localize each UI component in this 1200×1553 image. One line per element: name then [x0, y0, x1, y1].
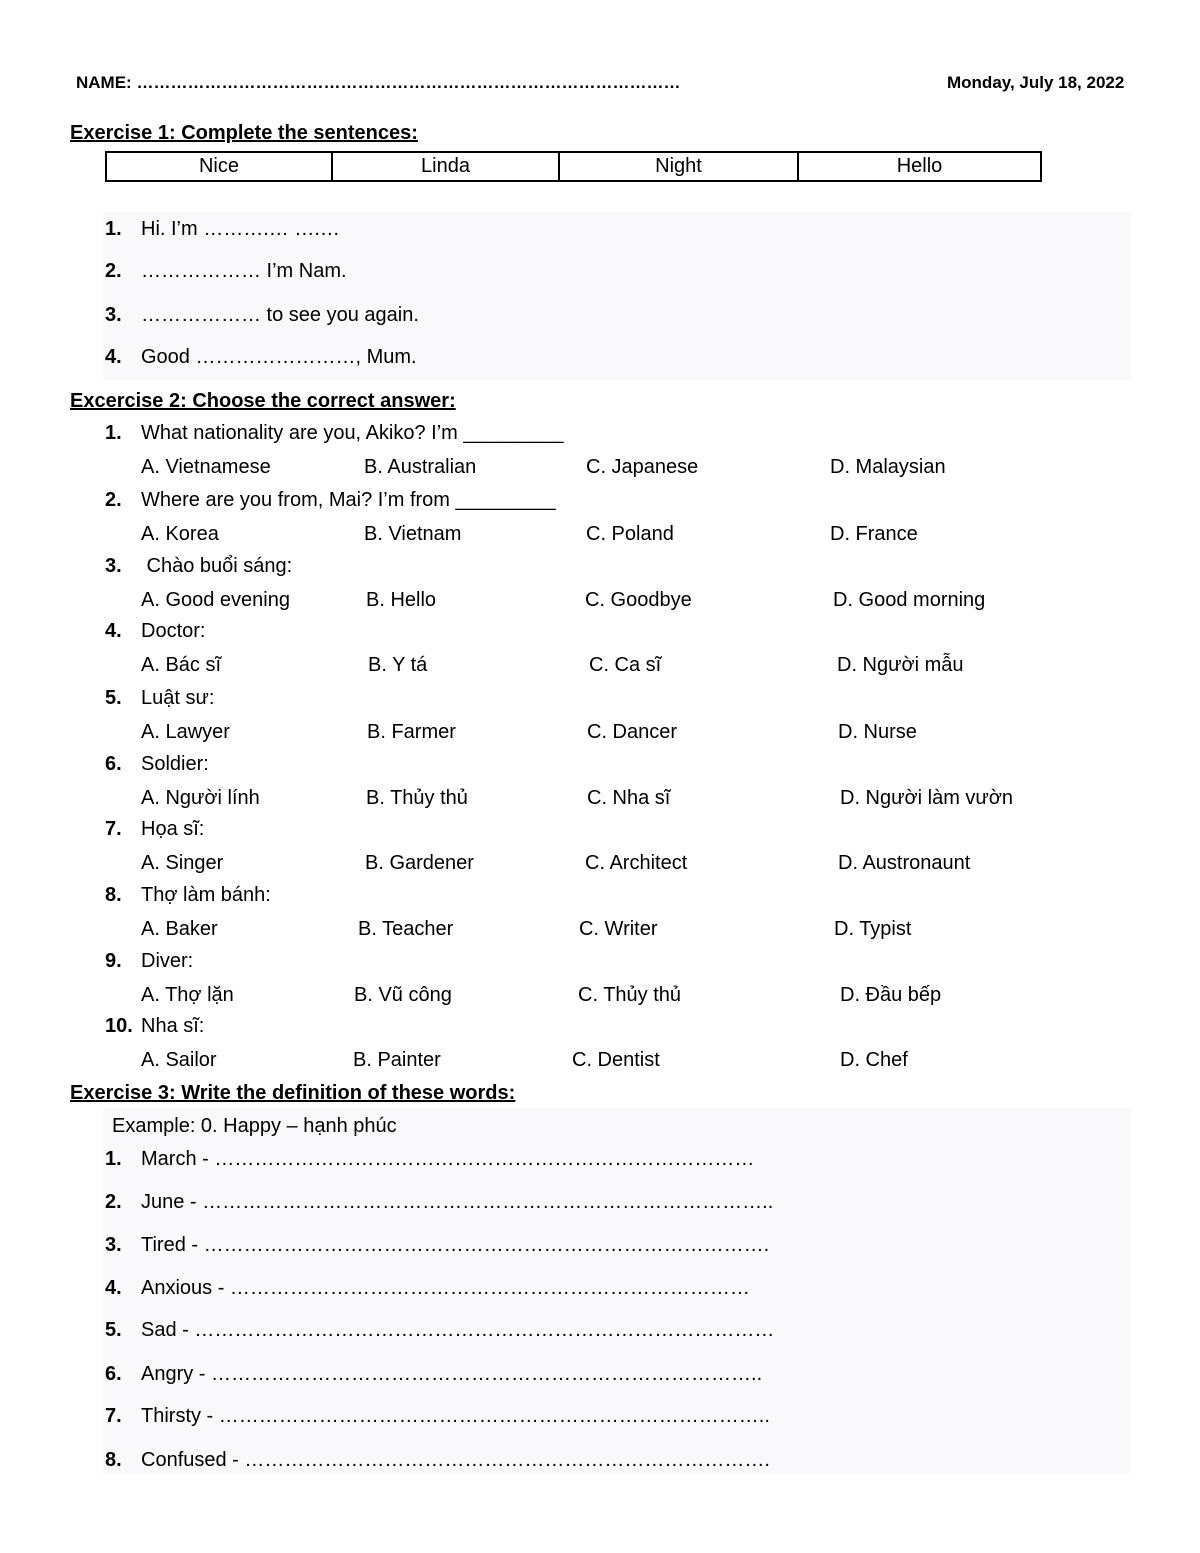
answer-option-b[interactable]: B. Australian: [364, 456, 477, 478]
ex2-question-3: [105, 555, 292, 578]
answer-option-d[interactable]: D. Typist: [834, 918, 912, 940]
ex2-question-2: [105, 489, 556, 512]
answer-option-d[interactable]: D. Good morning: [833, 589, 986, 611]
ex3-item-7: [105, 1405, 770, 1428]
definition-line[interactable]: Anxious - ……………………………………………………………………: [141, 1277, 750, 1299]
answer-option-b[interactable]: B. Hello: [366, 589, 437, 611]
answer-option-c[interactable]: C. Dancer: [587, 721, 678, 743]
answer-option-c[interactable]: C. Thủy thủ: [578, 984, 682, 1006]
word-bank-cell: Hello: [798, 152, 1041, 181]
ex2-question-7: [105, 818, 204, 841]
item-number: 4.: [105, 1277, 122, 1299]
ex1-item-1: [105, 218, 340, 241]
answer-option-a[interactable]: A. Good evening: [141, 589, 290, 611]
answer-option-a[interactable]: A. Bác sĩ: [141, 654, 222, 676]
answer-option-b[interactable]: B. Farmer: [367, 721, 456, 743]
answer-option-d[interactable]: D. Đầu bếp: [840, 984, 942, 1006]
ex2-question-10: [105, 1015, 204, 1038]
question-number: 1.: [105, 422, 122, 444]
answer-option-a[interactable]: A. Vietnamese: [141, 456, 271, 478]
question-text: Chào buổi sáng:: [141, 555, 293, 577]
answer-option-b[interactable]: B. Gardener: [365, 852, 474, 874]
question-text: What nationality are you, Akiko? I’m _________: [141, 422, 564, 444]
answer-option-d[interactable]: D. Austronaunt: [838, 852, 971, 874]
ex2-question-6: [105, 753, 209, 776]
answer-option-b[interactable]: B. Teacher: [358, 918, 454, 940]
answer-option-c[interactable]: C. Goodbye: [585, 589, 692, 611]
word-bank-cell: Nice: [106, 152, 332, 181]
answer-option-b[interactable]: B. Thủy thủ: [366, 787, 468, 809]
answer-option-a[interactable]: A. Korea: [141, 523, 219, 545]
answer-option-a[interactable]: A. Sailor: [141, 1049, 217, 1071]
ex1-item-3: [105, 304, 419, 327]
answer-option-c[interactable]: C. Poland: [586, 523, 674, 545]
answer-option-d[interactable]: D. France: [830, 523, 918, 545]
item-number: 5.: [105, 1319, 122, 1341]
answer-option-c[interactable]: C. Nha sĩ: [587, 787, 671, 809]
answer-option-b[interactable]: B. Y tá: [368, 654, 428, 676]
sentence-text: ……………… to see you again.: [141, 304, 419, 326]
question-text: Doctor:: [141, 620, 206, 642]
definition-line[interactable]: March - ………………………………………………………………………: [141, 1148, 755, 1170]
item-number: 1.: [105, 218, 122, 240]
item-number: 3.: [105, 1234, 122, 1256]
answer-option-c[interactable]: C. Japanese: [586, 456, 699, 478]
ex2-question-1: [105, 422, 563, 445]
question-text: Diver:: [141, 950, 194, 972]
answer-option-a[interactable]: A. Singer: [141, 852, 224, 874]
word-bank-cell: Linda: [332, 152, 559, 181]
question-number: 7.: [105, 818, 122, 840]
answer-option-d[interactable]: D. Chef: [840, 1049, 908, 1071]
question-text: Where are you from, Mai? I’m from _________: [141, 489, 556, 511]
word-bank-table: [105, 151, 1042, 182]
question-number: 3.: [105, 555, 122, 577]
answer-option-a[interactable]: A. Người lính: [141, 787, 260, 809]
ex2-question-5: [105, 687, 214, 710]
answer-option-c[interactable]: C. Writer: [579, 918, 658, 940]
answer-option-c[interactable]: C. Architect: [585, 852, 688, 874]
definition-line[interactable]: Confused - …………………………………………………………………….: [141, 1449, 770, 1471]
answer-option-a[interactable]: A. Lawyer: [141, 721, 230, 743]
question-text: Luật sư:: [141, 687, 215, 709]
definition-line[interactable]: Sad - ……………………………………………………………………………: [141, 1319, 775, 1341]
answer-option-c[interactable]: C. Dentist: [572, 1049, 660, 1071]
question-text: Thợ làm bánh:: [141, 884, 271, 906]
ex2-question-8: [105, 884, 271, 907]
ex3-item-3: [105, 1234, 769, 1257]
ex3-item-1: [105, 1148, 754, 1171]
answer-option-b[interactable]: B. Painter: [353, 1049, 441, 1071]
answer-option-d[interactable]: D. Người mẫu: [837, 654, 964, 676]
exercise3-title: Exercise 3: Write the definition of these words:: [70, 1082, 516, 1104]
question-number: 6.: [105, 753, 122, 775]
exercise3-example: Example: 0. Happy – hạnh phúc: [112, 1115, 397, 1137]
ex1-item-2: [105, 260, 347, 283]
ex3-item-4: [105, 1277, 750, 1300]
question-number: 4.: [105, 620, 122, 642]
question-number: 5.: [105, 687, 122, 709]
answer-option-c[interactable]: C. Ca sĩ: [589, 654, 662, 676]
answer-option-d[interactable]: D. Malaysian: [830, 456, 946, 478]
definition-line[interactable]: Angry - ………………………………………………………………………..: [141, 1363, 763, 1385]
definition-line[interactable]: Tired - ………………………………………………………………………….: [141, 1234, 770, 1256]
question-text: Soldier:: [141, 753, 209, 775]
answer-option-d[interactable]: D. Người làm vườn: [840, 787, 1014, 809]
question-text: Họa sĩ:: [141, 818, 205, 840]
item-number: 3.: [105, 304, 122, 326]
item-number: 6.: [105, 1363, 122, 1385]
sentence-text: Good ……………………, Mum.: [141, 346, 417, 368]
answer-option-b[interactable]: B. Vietnam: [364, 523, 462, 545]
item-number: 1.: [105, 1148, 122, 1170]
ex3-item-6: [105, 1363, 762, 1386]
ex3-item-8: [105, 1449, 770, 1472]
question-number: 10.: [105, 1015, 133, 1037]
ex1-item-4: [105, 346, 417, 369]
item-number: 8.: [105, 1449, 122, 1471]
question-text: Nha sĩ:: [141, 1015, 205, 1037]
question-number: 9.: [105, 950, 122, 972]
definition-line[interactable]: Thirsty - ………………………………………………………………………..: [141, 1405, 770, 1427]
answer-option-a[interactable]: A. Baker: [141, 918, 218, 940]
item-number: 7.: [105, 1405, 122, 1427]
definition-line[interactable]: June - …………………………………………………………………………..: [141, 1191, 774, 1213]
exercise1-title: Exercise 1: Complete the sentences:: [70, 122, 418, 144]
name-field-label: NAME: ……………………………………………………………………………………: [76, 73, 681, 92]
ex2-question-4: [105, 620, 205, 643]
answer-option-d[interactable]: D. Nurse: [838, 721, 917, 743]
ex2-question-9: [105, 950, 193, 973]
answer-option-b[interactable]: B. Vũ công: [354, 984, 452, 1006]
item-number: 2.: [105, 1191, 122, 1213]
ex3-item-5: [105, 1319, 774, 1342]
ex3-item-2: [105, 1191, 773, 1214]
item-number: 4.: [105, 346, 122, 368]
question-number: 8.: [105, 884, 122, 906]
worksheet-date: Monday, July 18, 2022: [947, 73, 1125, 92]
word-bank-cell: Night: [559, 152, 798, 181]
exercise2-title: Excercise 2: Choose the correct answer:: [70, 390, 456, 412]
question-number: 2.: [105, 489, 122, 511]
answer-option-a[interactable]: A. Thợ lặn: [141, 984, 234, 1006]
sentence-text: Hi. I’m ……….… ….…: [141, 218, 340, 240]
item-number: 2.: [105, 260, 122, 282]
sentence-text: ……………… I’m Nam.: [141, 260, 347, 282]
